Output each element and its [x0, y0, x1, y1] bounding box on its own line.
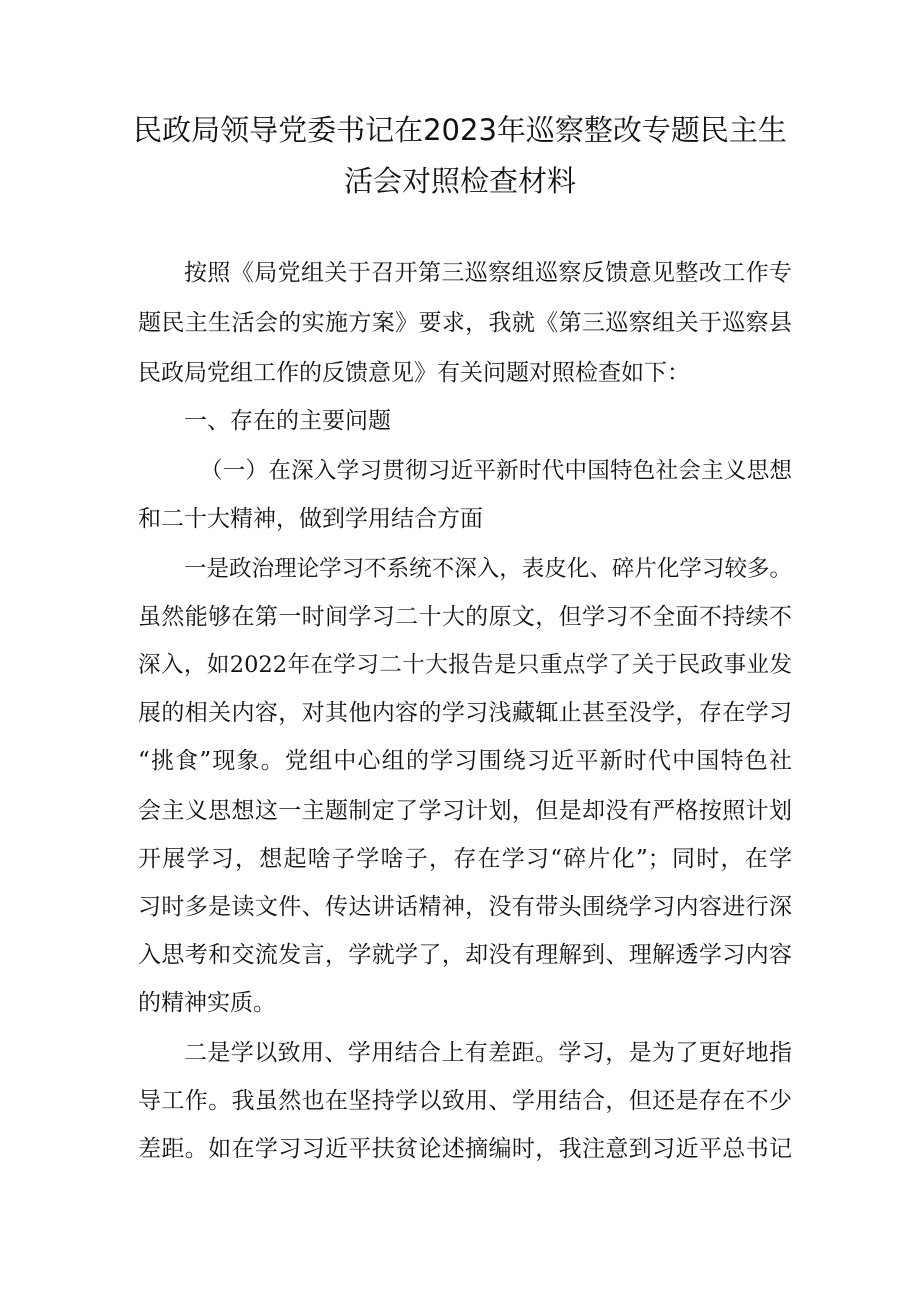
document-title-line-2: 活会对照检查材料 [343, 164, 576, 198]
text-line: 导工作。我虽然也在坚持学以致用、学用结合，但还是存在不少 [138, 1088, 792, 1114]
text-line: 按照《局党组关于召开第三巡察组巡察反馈意见整改工作专 [184, 260, 792, 286]
document-title-line-1: 民政局领导党委书记在2023年巡察整改专题民主生 [133, 113, 787, 147]
text-line: 深入，如2022年在学习二十大报告是只重点学了关于民政事业发 [138, 652, 792, 678]
text-line: 题民主生活会的实施方案》要求，我就《第三巡察组关于巡察县 [138, 310, 792, 336]
text-line: 差距。如在学习习近平扶贫论述摘编时，我注意到习近平总书记 [138, 1136, 792, 1162]
section-heading: 一、存在的主要问题 [184, 408, 391, 434]
text-line: 的精神实质。 [138, 990, 276, 1016]
text-line: 一是政治理论学习不系统不深入，表皮化、碎片化学习较多。 [184, 556, 792, 582]
subsection-heading: （一）在深入学习贯彻习近平新时代中国特色社会主义思想 [200, 458, 792, 484]
text-line: 二是学以致用、学用结合上有差距。学习，是为了更好地指 [184, 1040, 792, 1066]
text-line: 开展学习，想起啥子学啥子，存在学习“碎片化”；同时，在学 [138, 846, 792, 872]
subsection-heading-continued: 和二十大精神，做到学用结合方面 [138, 506, 483, 532]
text-line: 民政局党组工作的反馈意见》有关问题对照检查如下： [138, 360, 690, 386]
text-line: 展的相关内容，对其他内容的学习浅藏辄止甚至没学，存在学习 [138, 700, 792, 726]
text-line: “挑食”现象。党组中心组的学习围绕习近平新时代中国特色社 [138, 748, 792, 774]
text-line: 会主义思想这一主题制定了学习计划，但是却没有严格按照计划 [138, 798, 792, 824]
text-line: 入思考和交流发言，学就学了，却没有理解到、理解透学习内容 [138, 942, 792, 968]
text-line: 虽然能够在第一时间学习二十大的原文，但学习不全面不持续不 [138, 604, 792, 630]
text-line: 习时多是读文件、传达讲话精神，没有带头围绕学习内容进行深 [138, 894, 792, 920]
